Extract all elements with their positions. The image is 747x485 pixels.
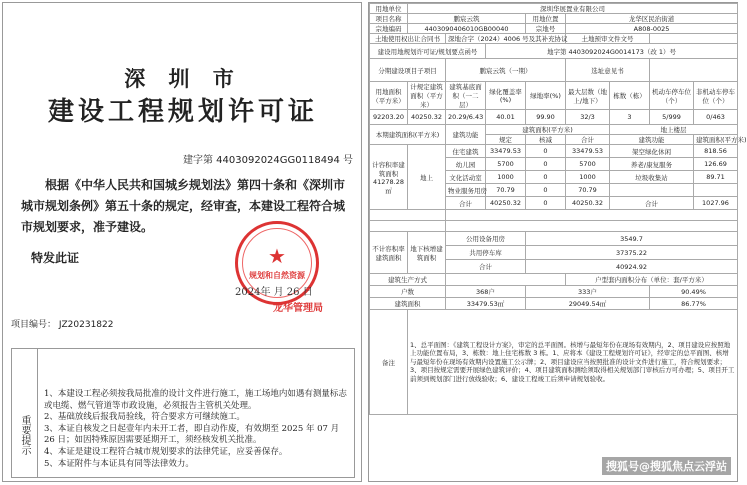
table-cell: 40924.92 [526, 260, 738, 274]
table-row [370, 210, 738, 221]
table-cell: 幼儿园 [446, 158, 486, 171]
table-cell: 92203.20 [370, 110, 408, 125]
table-cell: 126.69 [694, 158, 738, 171]
table-cell: 0 [526, 171, 566, 184]
table-row [370, 44, 738, 59]
seal-star-icon: ★ [268, 244, 286, 268]
table-row [370, 82, 738, 110]
table-cell: 3549.7 [526, 232, 738, 246]
table-cell: 0/463 [694, 110, 738, 125]
table-cell [370, 221, 446, 232]
table-header-cell [446, 274, 566, 286]
table-row [370, 24, 738, 34]
table-cell: 宗地号 [526, 24, 566, 34]
table-cell: 89.71 [694, 171, 738, 184]
table-cell: 备注 [370, 310, 408, 415]
table-header-cell: 绿化覆盖率(%) [486, 82, 526, 110]
table-row [370, 110, 738, 125]
table-row [370, 34, 738, 44]
table-cell: 33479.53㎡ [446, 298, 526, 310]
table-cell: 33479.53 [566, 145, 610, 158]
issuing-department: 龙华管理局 [273, 303, 323, 314]
table-cell: 垃圾收集站 [610, 171, 694, 184]
table-cell: 90.49% [650, 286, 738, 298]
remarks-cell: 1、总平面图：《建筑工程设计方案》，审定的总平面图。核增与最短年份在现场有效期内，2、项目建设应按照地上功能位置布局，3、栋数：地上住宅栋数 3 栋。1、应将本《建设工程规划许可证》，经审定的总平面图、核增与最短年份在现场有效期内设置施工公示牌；2、项目建设应当按照批准的设计文件进行施工，符合规划要求；3、项目按规定需要开展绿色建筑评价；4、项目建筑面积测绘须取得相关规划部门审核后方可办理；5、项目开工前须到规划部门进行放线验收；6、建设工程竣工后须申请规划验收。 [408, 310, 738, 415]
table-header-cell: 栋数（栋） [610, 82, 650, 110]
table-cell: 5700 [486, 158, 526, 171]
table-cell: 建设用地规划许可证/规划要点函号 [370, 44, 486, 59]
table-cell: 40.01 [486, 110, 526, 125]
table-header-cell: 核减 [526, 135, 566, 145]
table-header-cell: 用地面积（平方米） [370, 82, 408, 110]
table-row [370, 274, 738, 286]
permit-certificate [2, 2, 362, 482]
table-row [370, 310, 738, 415]
table-cell: 0 [526, 158, 566, 171]
table-cell: 0 [526, 197, 566, 210]
table-cell: 0 [526, 184, 566, 197]
project-number: 项目编号： JZ20231822 [11, 320, 114, 330]
notes-list [44, 389, 352, 470]
table-cell: 合计 [446, 197, 486, 210]
note-item: 3、本证自核发之日起壹年内未开工者，即自动作废，有效期至 2025 年 07 月 26 日；如因特殊原因需要延期开工，须经核发机关批准。 [44, 423, 340, 446]
table-cell: 32/3 [566, 110, 610, 125]
table-cell: 99.90 [526, 110, 566, 125]
table-row [370, 232, 738, 246]
table-cell [610, 184, 694, 197]
table-cell [446, 210, 738, 221]
table-header-cell: 本期建筑面积(平方米) [370, 125, 446, 145]
table-header-cell: 建筑面积(平方米) [486, 125, 610, 135]
table-cell: 深圳华展置业有限公司 [408, 4, 738, 14]
table-cell [694, 184, 738, 197]
table-row [370, 286, 738, 298]
table-header-cell: 规定 [486, 135, 526, 145]
certificate-body: 根据《中华人民共和国城乡规划法》第四十条和《深圳市城市规划条例》第五十条的规定，经审查，本建设工程符合城市规划要求，准予建设。 [21, 178, 346, 234]
table-header-cell: 非机动车停车位（个） [694, 82, 738, 110]
table-cell: 1027.96 [694, 197, 738, 210]
note-item: 4、本证是建设工程符合城市规划要求的法律凭证，应妥善保存。 [44, 446, 288, 457]
permit-attachment [368, 2, 747, 482]
table-cell: 4403090406010GB00040 [408, 24, 526, 34]
table-row [370, 145, 738, 158]
attachment-table [369, 3, 747, 415]
table-cell: 住宅建筑 [446, 145, 486, 158]
table-cell: 龙华区民治街道 [566, 14, 738, 24]
notes-label: 重要提示 [12, 349, 38, 477]
table-cell: 土地预审文件文号 [566, 34, 650, 44]
table-cell: 共用停车库 [446, 246, 526, 260]
table-cell: 37375.22 [526, 246, 738, 260]
watermark: 搜狐号@搜狐焦点云浮站 [602, 457, 731, 475]
issue-date: 2024年 月 26 日 [235, 287, 313, 298]
important-notes-box [11, 348, 355, 478]
table-cell: 0 [526, 145, 566, 158]
table-row [370, 59, 738, 82]
table-cell [650, 59, 738, 82]
table-cell: 宗地编码 [370, 24, 408, 34]
table-row [370, 221, 738, 232]
table-header-cell: 建筑功能 [446, 125, 486, 145]
table-cell: 40250.32 [408, 110, 446, 125]
table-cell: 40250.32 [566, 197, 610, 210]
table-cell: 项目名称 [370, 14, 408, 24]
city-heading: 深 圳 市 [124, 66, 242, 91]
table-cell: 文化活动室 [446, 171, 486, 184]
table-cell: 不计容积率建筑面积 [370, 232, 408, 274]
table-cell [650, 34, 738, 44]
table-cell: 计容积率建筑面积 41278.28㎡ [370, 145, 408, 210]
table-cell: 地下核增建筑面积 [408, 232, 446, 274]
table-header-cell: 建筑生产方式 [370, 274, 446, 286]
table-cell: 鹏宸云筑（一期） [446, 59, 566, 82]
note-item: 2、基础放线后报我局验线，符合要求方可继续施工。 [44, 412, 245, 423]
table-cell: 368户 [446, 286, 526, 298]
table-header-cell: 绿地率(%) [526, 82, 566, 110]
certificate-number: 建字第 4403092024GG0118494 号 [182, 155, 353, 166]
table-cell: 合计 [446, 260, 526, 274]
table-header-cell: 地上楼层 [610, 125, 738, 135]
table-cell: 地上 [408, 145, 446, 210]
table-header-cell: 建筑基底面积（一二层） [446, 82, 486, 110]
table-cell: 土地使用权出让合同书 [370, 34, 446, 44]
table-header-cell: 建筑功能 [610, 135, 694, 145]
table-cell: 地字第 4403092024G0014173（改 1）号 [486, 44, 738, 59]
certificate-title: 建设工程规划许可证 [47, 97, 318, 127]
table-cell: 户数 [370, 286, 446, 298]
table-cell: 建筑面积 [370, 298, 446, 310]
table-cell: 86.77% [650, 298, 738, 310]
table-cell [370, 210, 446, 221]
note-item: 5、本证附件与本证具有同等法律效力。 [44, 458, 194, 469]
table-cell: 架空绿化休闲 [610, 145, 694, 158]
table-cell: 5/999 [650, 110, 694, 125]
table-cell: 40250.32 [486, 197, 526, 210]
table-header-cell: 户型套内面积分布（单位：套/平方米） [566, 274, 738, 286]
table-cell: A808-0025 [566, 24, 738, 34]
table-header-cell: 计规定建筑面积（平方米） [408, 82, 446, 110]
seal-text: 规划和自然资源 [249, 270, 305, 280]
table-row [370, 4, 738, 14]
certificate-notice: 特发此证 [31, 251, 80, 265]
table-cell: 用地单位 [370, 4, 408, 14]
table-cell: 养老/康复服务 [610, 158, 694, 171]
table-cell: 29049.54㎡ [526, 298, 650, 310]
table-cell: 70.79 [566, 184, 610, 197]
table-row [370, 14, 738, 24]
table-cell [446, 221, 738, 232]
table-header-cell: 建筑面积(平方米) [694, 135, 738, 145]
table-cell: 分期建设项目子项目 [370, 59, 446, 82]
table-header-cell: 合计 [566, 135, 610, 145]
table-cell: 用地位置 [526, 14, 566, 24]
table-cell: 物业服务用房 [446, 184, 486, 197]
table-cell: 3 [610, 110, 650, 125]
table-header-cell: 最大层数（地上/地下） [566, 82, 610, 110]
table-row [370, 298, 738, 310]
table-cell: 1000 [486, 171, 526, 184]
table-cell: 鹏宸云筑 [408, 14, 526, 24]
table-cell: 70.79 [486, 184, 526, 197]
table-cell: 选址意见书 [566, 59, 650, 82]
table-cell: 333户 [526, 286, 650, 298]
table-cell: 公用设备用房 [446, 232, 526, 246]
table-row [370, 125, 738, 135]
table-cell: 20.29/6.43 [446, 110, 486, 125]
table-cell: 818.56 [694, 145, 738, 158]
table-cell: 5700 [566, 158, 610, 171]
table-cell: 33479.53 [486, 145, 526, 158]
note-item: 1、本建设工程必须按我局批准的设计文件进行施工，施工场地内如遇有测量标志或电缆、燃气管道等市政设施，必须报告主管机关处理。 [44, 389, 347, 411]
table-cell: 合计 [610, 197, 694, 210]
table-cell: 1000 [566, 171, 610, 184]
table-cell: 深地合字（2024）4006 号及其补充协议 [446, 34, 566, 44]
table-header-cell: 机动车停车位（个） [650, 82, 694, 110]
